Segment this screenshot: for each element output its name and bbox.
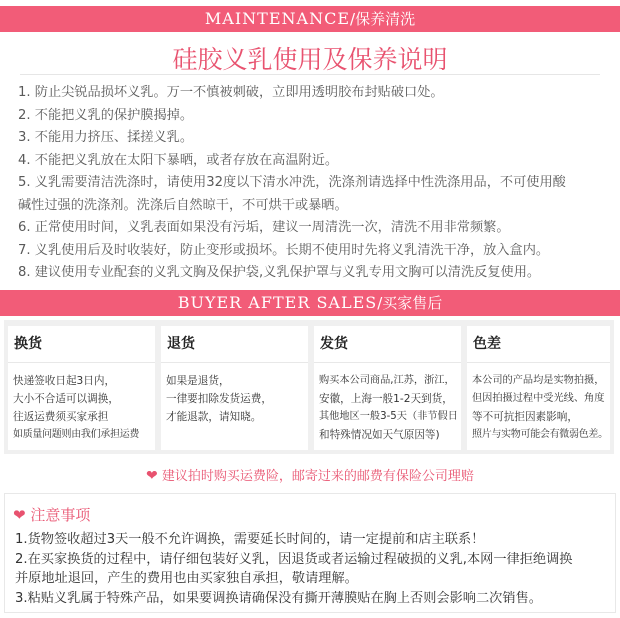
rule-item: 1. 防止尖锐品损坏义乳。万一不慎被刺破，立即用透明胶布封贴破口处。 — [18, 85, 444, 100]
exchange-line: 快递签收日起3日内， — [13, 375, 116, 387]
rule-item: 5. 义乳需要清洁洗涤时，请使用32度以下清水冲洗，洗涤剂请选择中性洗涤用品，不可使用酸 — [18, 175, 566, 190]
color-difference-line: 照片与实物可能会有微弱色差。 — [472, 429, 608, 440]
color-difference-column — [467, 326, 610, 450]
shipping-heading: 发货 — [314, 326, 461, 363]
title-divider — [20, 74, 600, 75]
exchange-heading: 换货 — [8, 326, 155, 363]
exchange-column — [8, 326, 155, 450]
heart-icon: ❤ — [13, 506, 26, 524]
rule-item: 2. 不能把义乳的保护膜揭掉。 — [18, 107, 194, 123]
maintenance-rules-list — [18, 82, 606, 285]
color-difference-body — [472, 372, 608, 444]
notice-title-text: 注意事项 — [30, 506, 91, 524]
shipping-column — [314, 326, 461, 450]
return-body — [166, 372, 306, 426]
page-title: 硅胶义乳使用及保养说明 — [172, 45, 448, 74]
rule-item: 6. 正常使用时间，义乳表面如果没有污垢，建议一周清洗一次，清洗不用非常频繁。 — [18, 220, 510, 235]
return-line: 才能退款，请知晓。 — [166, 411, 262, 423]
color-difference-line: 等不可抗拒因素影响， — [472, 411, 578, 423]
return-heading: 退货 — [161, 326, 308, 363]
shipping-line: 安徽，上海一般1-2天到货， — [319, 393, 453, 405]
after-sales-banner-en: BUYER AFTER SALES — [177, 293, 378, 312]
rule-item: 3. 不能用力挤压、揉搓义乳。 — [18, 130, 194, 145]
return-line: 一律要扣除发货运费， — [166, 393, 272, 405]
maintenance-banner-en: MAINTENANCE — [204, 9, 351, 28]
heart-icon: ❤ — [146, 468, 158, 484]
notice-line: 1.货物签收超过3天一般不允许调换，需要延长时间的，请一定提前和店主联系！ — [15, 532, 485, 547]
rule-item: 8. 建议使用专业配套的义乳文胸及保护袋,义乳保护罩与义乳专用文胸可以清洗反复使用。 — [18, 265, 541, 280]
notice-line: 3.粘贴义乳属于特殊产品，如果要调换请确保没有撕开薄膜贴在胸上否则会影响二次销售。 — [15, 590, 542, 606]
notice-line: 并原地址退回，产生的费用也由买家独自承担，敬请理解。 — [15, 571, 358, 586]
maintenance-banner — [0, 6, 620, 32]
shipping-body — [319, 372, 459, 444]
return-line: 如果是退货， — [166, 375, 230, 387]
notice-line: 2.在买家换货的过程中，请仔细包装好义乳，因退货或者运输过程破损的义乳,本网一律拒绝调换 — [15, 551, 573, 567]
shipping-line: 其他地区一般3-5天（非节假日 — [319, 411, 458, 422]
notice-lines — [15, 530, 611, 608]
notice-box — [4, 493, 616, 613]
after-sales-banner — [0, 290, 620, 316]
exchange-body — [13, 372, 153, 444]
tip-text: 建议拍时购买运费险，邮寄过来的邮费有保险公司理赔 — [161, 469, 474, 484]
rule-item: 7. 义乳使用后及时收装好，防止变形或损坏。长期不使用时先将义乳清洗干净，放入盒内。 — [18, 242, 550, 258]
rule-item: 碱性过强的洗涤剂。洗涤后自然晾干，不可烘干或暴晒。 — [18, 197, 348, 213]
color-difference-heading: 色差 — [467, 326, 610, 363]
shipping-line: 购买本公司商品,江苏，浙江， — [319, 375, 455, 386]
exchange-line: 大小不合适可以调换， — [13, 393, 119, 405]
rule-item: 4. 不能把义乳放在太阳下暴晒，或者存放在高温附近。 — [18, 152, 339, 168]
notice-title — [13, 504, 90, 525]
shipping-insurance-tip — [0, 465, 620, 484]
return-column — [161, 326, 308, 450]
after-sales-grid — [4, 320, 614, 454]
color-difference-line: 本公司的产品均是实物拍摄， — [472, 375, 605, 386]
maintenance-banner-cn: /保养清洗 — [350, 10, 416, 28]
shipping-line: 和特殊情况如天气原因等) — [319, 429, 440, 441]
exchange-line: 如质量问题则由我们承担运费 — [13, 429, 140, 440]
after-sales-banner-cn: /买家售后 — [377, 294, 443, 312]
color-difference-line: 但因拍摄过程中受光线、角度 — [472, 393, 605, 404]
exchange-line: 往返运费须买家承担 — [13, 411, 109, 423]
